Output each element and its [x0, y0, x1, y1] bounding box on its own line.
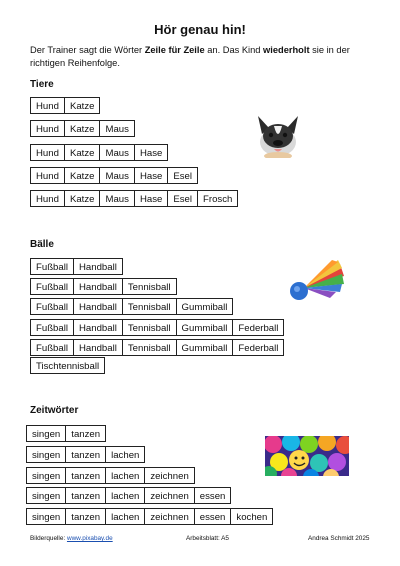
instructions-text-1: Der Trainer sagt die Wörter [30, 45, 145, 55]
word-cell: Gummiball [176, 319, 234, 336]
word-cell: zeichnen [144, 508, 194, 525]
word-cell: Katze [64, 190, 101, 207]
word-cell: Katze [64, 144, 101, 161]
word-row [30, 339, 284, 356]
word-cell: Tischtennisball [30, 357, 105, 374]
french-bulldog-image [252, 112, 304, 158]
word-cell: Federball [232, 339, 284, 356]
section-heading-baelle: Bälle [30, 239, 54, 250]
word-row [26, 508, 273, 525]
word-cell: singen [26, 425, 66, 442]
word-row [26, 446, 145, 463]
word-cell: tanzen [65, 425, 106, 442]
word-cell: Frosch [197, 190, 238, 207]
footer-source-link[interactable]: www.pixabay.de [66, 535, 113, 542]
word-cell: Katze [64, 97, 101, 114]
word-cell: Tennisball [122, 339, 177, 356]
word-cell: Maus [99, 190, 134, 207]
word-cell: Maus [99, 144, 134, 161]
word-row [30, 357, 105, 374]
word-cell: Gummiball [176, 339, 234, 356]
word-cell: Esel [167, 167, 198, 184]
section-heading-zeitwoerter: Zeitwörter [30, 405, 79, 416]
word-cell: lachen [105, 487, 145, 504]
footer-author: Andrea Schmidt 2025 [308, 535, 370, 542]
word-row [30, 167, 198, 184]
instructions [30, 44, 380, 69]
colorful-smileys-image [265, 436, 349, 476]
word-cell: Hase [134, 167, 168, 184]
word-cell: Maus [99, 120, 134, 137]
word-cell: tanzen [65, 446, 106, 463]
word-cell: Gummiball [176, 298, 234, 315]
word-cell: lachen [105, 446, 145, 463]
word-row [30, 97, 100, 114]
word-cell: Handball [73, 339, 123, 356]
word-row [26, 487, 231, 504]
word-cell: singen [26, 487, 66, 504]
word-cell: Maus [99, 167, 134, 184]
word-cell: Hund [30, 190, 65, 207]
word-cell: Tennisball [122, 278, 177, 295]
instructions-text-2: an. Das Kind [204, 45, 264, 55]
word-row [30, 298, 233, 315]
word-cell: Fußball [30, 278, 74, 295]
page-title: Hör genau hin! [154, 22, 246, 37]
word-cell: Federball [232, 319, 284, 336]
word-cell: tanzen [65, 487, 106, 504]
word-cell: essen [194, 508, 232, 525]
word-row [30, 144, 168, 161]
word-cell: Hase [134, 190, 168, 207]
word-cell: singen [26, 508, 66, 525]
instructions-text-3: sie in der richtigen Reihenfolge. [30, 45, 350, 68]
word-cell: tanzen [65, 467, 106, 484]
word-cell: Tennisball [122, 298, 177, 315]
footer-sheet: Arbeitsblatt: A5 [186, 535, 229, 542]
word-cell: tanzen [65, 508, 106, 525]
section-heading-tiere: Tiere [30, 79, 54, 90]
instructions-bold-2: wiederholt [263, 45, 310, 55]
word-cell: Katze [64, 167, 101, 184]
footer-source [30, 535, 113, 542]
word-cell: lachen [105, 508, 145, 525]
word-cell: zeichnen [144, 487, 194, 504]
word-cell: singen [26, 446, 66, 463]
word-row [30, 319, 284, 336]
word-row [30, 190, 238, 207]
word-cell: Hase [134, 144, 168, 161]
word-cell: Fußball [30, 339, 74, 356]
word-row [26, 425, 106, 442]
word-cell: Fußball [30, 258, 74, 275]
word-cell: Fußball [30, 298, 74, 315]
word-row [26, 467, 195, 484]
word-cell: lachen [105, 467, 145, 484]
footer-source-label: Bilderquelle: [30, 535, 67, 542]
word-cell: kochen [230, 508, 273, 525]
word-cell: zeichnen [144, 467, 194, 484]
word-cell: Handball [73, 298, 123, 315]
word-row [30, 258, 123, 275]
word-cell: Katze [64, 120, 101, 137]
word-cell: Handball [73, 258, 123, 275]
shuttlecock-image [284, 258, 346, 300]
word-cell: Tennisball [122, 319, 177, 336]
word-cell: Handball [73, 319, 123, 336]
instructions-bold-1: Zeile für Zeile [144, 45, 205, 55]
word-row [30, 120, 135, 137]
word-cell: Hund [30, 97, 65, 114]
word-cell: Esel [167, 190, 198, 207]
word-cell: essen [194, 487, 232, 504]
word-cell: Hund [30, 144, 65, 161]
word-cell: Fußball [30, 319, 74, 336]
word-row [30, 278, 177, 295]
word-cell: Hund [30, 167, 65, 184]
word-cell: singen [26, 467, 66, 484]
word-cell: Handball [73, 278, 123, 295]
word-cell: Hund [30, 120, 65, 137]
